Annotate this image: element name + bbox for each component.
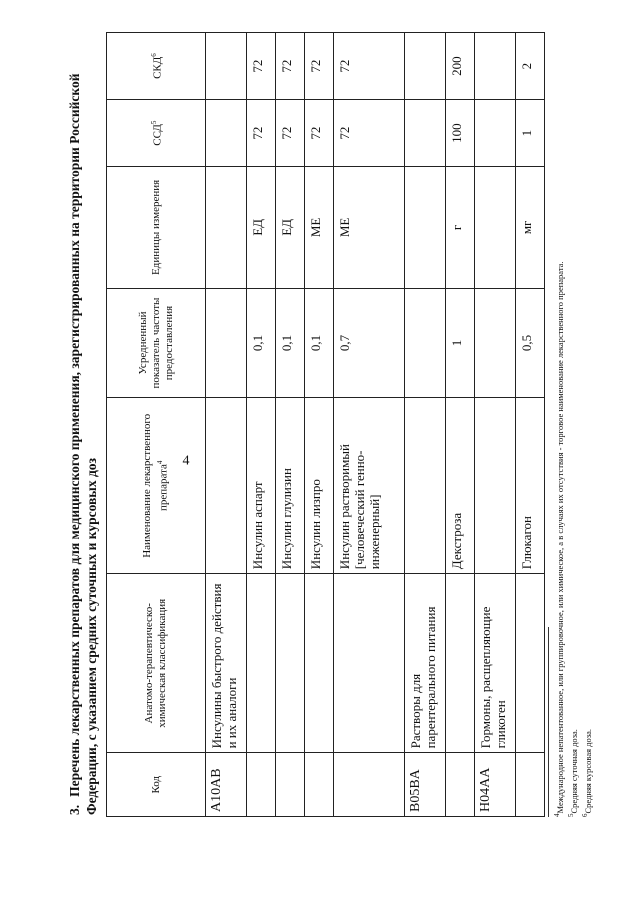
header-name xyxy=(107,398,206,574)
footnotes xyxy=(548,37,593,817)
cell-unit xyxy=(405,167,446,288)
cell-frequency xyxy=(405,288,446,398)
footnote-item xyxy=(580,37,594,817)
cell-frequency xyxy=(206,288,247,398)
table-row xyxy=(446,33,475,817)
header-frequency: Усредненный показатель частоты предоставления xyxy=(107,288,206,398)
header-name-footnote-mark: 4 xyxy=(156,460,165,465)
cell-ssd xyxy=(475,100,516,167)
cell-atc xyxy=(516,574,545,753)
footnote-mark: 6 xyxy=(580,813,589,817)
footnote-rule xyxy=(548,627,549,817)
header-ssd-text: ССД xyxy=(151,124,164,146)
cell-skd xyxy=(206,33,247,100)
table-row xyxy=(276,33,305,817)
cell-skd: 72 xyxy=(276,33,305,100)
cell-code xyxy=(305,753,334,817)
table-row xyxy=(475,33,516,817)
cell-unit: МЕ xyxy=(305,167,334,288)
cell-unit xyxy=(475,167,516,288)
cell-ssd: 72 xyxy=(305,100,334,167)
cell-ssd: 1 xyxy=(516,100,545,167)
table-row xyxy=(206,33,247,817)
cell-unit: г xyxy=(446,167,475,288)
cell-name: Инсулин лизпро xyxy=(305,398,334,574)
header-code: Код xyxy=(107,753,206,817)
cell-code: H04AA xyxy=(475,753,516,817)
cell-frequency: 0,1 xyxy=(247,288,276,398)
cell-frequency: 0,1 xyxy=(276,288,305,398)
cell-atc xyxy=(334,574,405,753)
header-skd xyxy=(107,33,206,100)
table-row xyxy=(247,33,276,817)
cell-frequency: 0,7 xyxy=(334,288,405,398)
footnote-mark: 4 xyxy=(553,813,561,817)
cell-code: B05BA xyxy=(405,753,446,817)
cell-skd: 2 xyxy=(516,33,545,100)
cell-unit xyxy=(206,167,247,288)
cell-skd: 200 xyxy=(446,33,475,100)
table-header-row xyxy=(107,33,206,817)
cell-skd xyxy=(405,33,446,100)
cell-name xyxy=(475,398,516,574)
table-row xyxy=(305,33,334,817)
section-heading xyxy=(66,35,100,815)
cell-code xyxy=(334,753,405,817)
footnote-text: Средняя курсовая доза. xyxy=(582,729,593,814)
header-unit: Единицы измерения xyxy=(107,167,206,288)
header-ssd xyxy=(107,100,206,167)
cell-name xyxy=(405,398,446,574)
header-name-text: Наименование лекарственного препарата xyxy=(141,413,170,558)
cell-code xyxy=(276,753,305,817)
header-skd-text: СКД xyxy=(151,56,164,79)
cell-code xyxy=(247,753,276,817)
cell-ssd xyxy=(206,100,247,167)
cell-ssd xyxy=(405,100,446,167)
cell-skd: 72 xyxy=(247,33,276,100)
cell-unit: МЕ xyxy=(334,167,405,288)
cell-frequency: 0,5 xyxy=(516,288,545,398)
cell-frequency: 1 xyxy=(446,288,475,398)
cell-frequency xyxy=(475,288,516,398)
cell-atc: Инсулины быстрого действия и их аналоги xyxy=(206,574,247,753)
header-skd-footnote-mark: 6 xyxy=(149,53,158,57)
cell-name: Инсулин растворимый [человеческий генно-инженерный] xyxy=(334,398,405,574)
footnote-item xyxy=(552,37,566,817)
cell-atc: Растворы для парентерального питания xyxy=(405,574,446,753)
footnote-mark: 5 xyxy=(566,813,575,817)
header-ssd-footnote-mark: 5 xyxy=(149,120,158,125)
cell-skd xyxy=(475,33,516,100)
footnote-text: Международное непатентованное, или группировочное, или химическое, а в случаях их отсутствия - торговое наименование лекарственного препарата. xyxy=(554,261,565,814)
section-title: Перечень лекарственных препаратов для медицинского применения, зарегистрированных на территории Российской Федерации, с указанием средних суточных и курсовых доз xyxy=(67,73,99,815)
cell-atc xyxy=(247,574,276,753)
cell-ssd: 100 xyxy=(446,100,475,167)
cell-ssd: 72 xyxy=(334,100,405,167)
cell-atc xyxy=(446,574,475,753)
cell-unit: ЕД xyxy=(276,167,305,288)
header-atc: Анатомо-терапевтическо-химическая классификация xyxy=(107,574,206,753)
cell-name: Инсулин глулизин xyxy=(276,398,305,574)
cell-atc: Гормоны, расщепляющие гликоген xyxy=(475,574,516,753)
cell-name: Глюкагон xyxy=(516,398,545,574)
cell-ssd: 72 xyxy=(276,100,305,167)
cell-name xyxy=(206,398,247,574)
footnote-item xyxy=(566,37,580,817)
table-row xyxy=(516,33,545,817)
page-number: 4 xyxy=(182,453,190,469)
cell-name: Инсулин аспарт xyxy=(247,398,276,574)
cell-frequency: 0,1 xyxy=(305,288,334,398)
cell-skd: 72 xyxy=(334,33,405,100)
cell-ssd: 72 xyxy=(247,100,276,167)
cell-code: A10AB xyxy=(206,753,247,817)
table-row xyxy=(334,33,405,817)
table-row xyxy=(405,33,446,817)
cell-atc xyxy=(276,574,305,753)
section-number: 3. xyxy=(67,804,82,815)
cell-unit: мг xyxy=(516,167,545,288)
footnote-text: Средняя суточная доза. xyxy=(568,729,579,814)
cell-code xyxy=(446,753,475,817)
cell-name: Декстроза xyxy=(446,398,475,574)
drug-table xyxy=(106,32,545,817)
cell-atc xyxy=(305,574,334,753)
cell-code xyxy=(516,753,545,817)
cell-unit: ЕД xyxy=(247,167,276,288)
cell-skd: 72 xyxy=(305,33,334,100)
